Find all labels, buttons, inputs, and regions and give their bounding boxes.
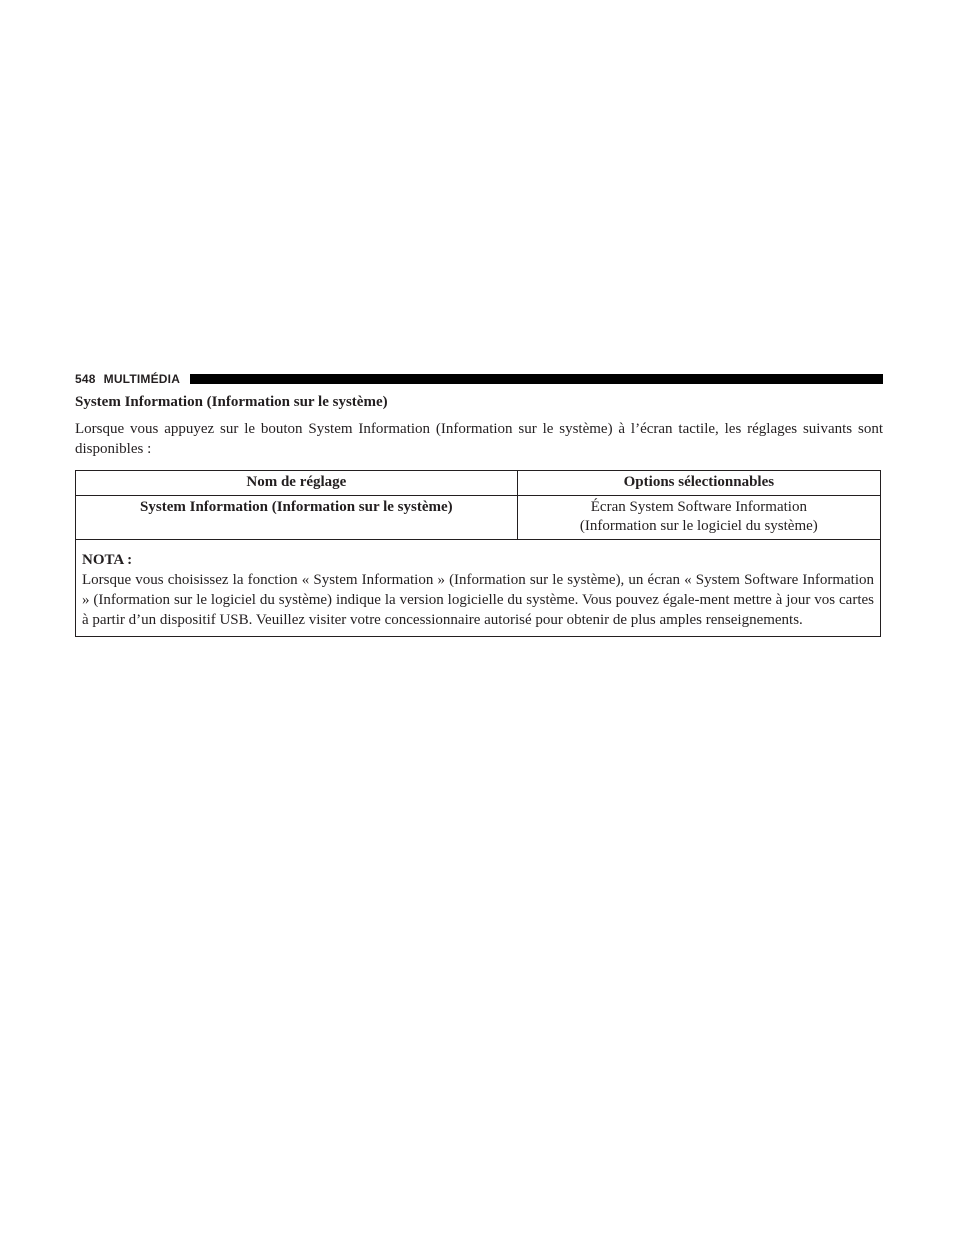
settings-table <box>75 470 881 637</box>
page-header <box>75 372 883 386</box>
option-line-2: (Information sur le logiciel du système) <box>579 518 818 534</box>
note-label: NOTA : <box>82 552 133 568</box>
setting-options-cell <box>517 496 880 540</box>
note-row <box>76 540 881 637</box>
page-number: 548 <box>75 372 96 386</box>
column-header-options: Options sélectionnables <box>517 471 880 496</box>
note-text: Lorsque vous choisissez la fonction « System Information » (Information sur le système), un écran « System Software Information » (Information sur le logiciel du système) indique la version logicielle du système. Vous pouvez égale-ment mettre à jour vos cartes à partir d’un dispositif USB. Veuillez visiter votre concessionnaire autorisé pour obtenir de plus amples renseignements. <box>82 572 874 628</box>
intro-paragraph: Lorsque vous appuyez sur le bouton System Information (Information sur le système) à l’écran tactile, les réglages suivants sont disponibles : <box>75 421 883 457</box>
section-heading: System Information (Information sur le système) <box>75 394 388 410</box>
header-rule <box>190 374 883 384</box>
option-line-1: Écran System Software Information <box>590 499 807 515</box>
page-content <box>75 392 883 637</box>
table-row <box>76 496 881 540</box>
setting-name-cell: System Information (Information sur le système) <box>76 496 518 540</box>
column-header-setting-name: Nom de réglage <box>76 471 518 496</box>
note-cell <box>76 540 881 637</box>
table-header-row <box>76 471 881 496</box>
section-title: MULTIMÉDIA <box>103 372 181 386</box>
